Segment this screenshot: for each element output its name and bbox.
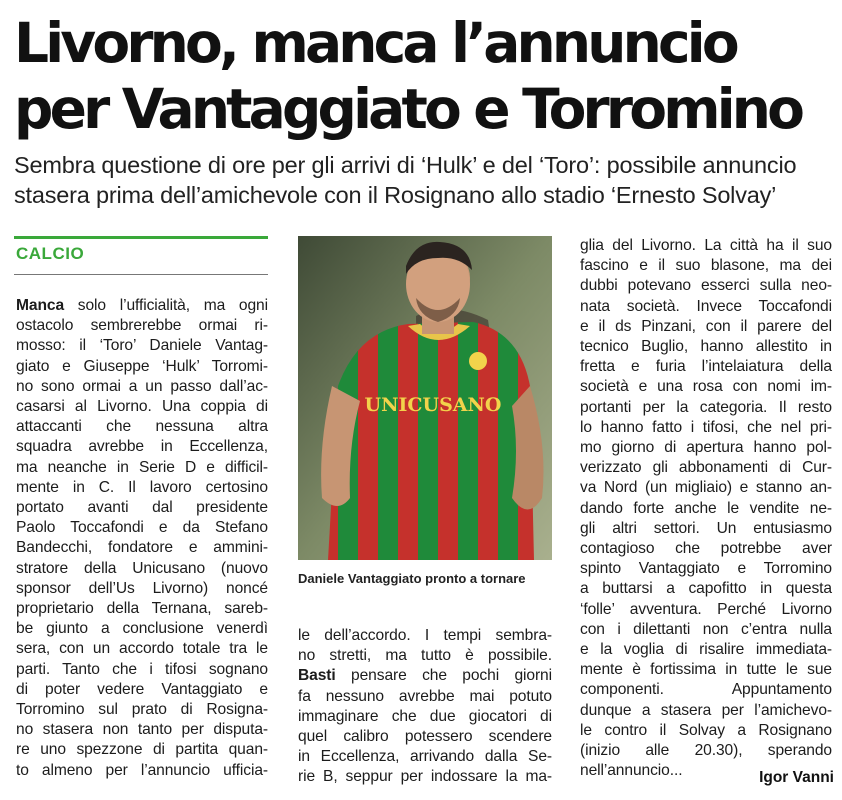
article-line: no sono ormai a un passo dall’ac- [16,377,268,395]
article-column-3 [580,236,832,781]
article-line: mente è fortissima in tutte le sue [580,661,832,679]
article-line: lo hanno fatto i tifosi, che nel pri- [580,418,832,436]
article-line: portanti per la categoria. Il resto [580,398,832,416]
subheadline-line-1: Sembra questione di ore per gli arrivi di ‘Hulk’ e del ‘Toro’: possibile annuncio [14,152,797,178]
article-line: ma neanche in Serie D e difficil- [16,458,268,476]
article-line: squadra avrebbe in Eccellenza, [16,438,268,456]
article-line: mosso: il ‘Toro’ Daniele Vantag- [16,337,268,355]
article-line: di poter vedere Vantaggiato e [16,680,268,698]
article-line: ostacolo sembrerebbe ormai ri- [16,317,268,335]
article-column-2 [298,626,552,788]
section-bottom-rule [14,274,268,275]
article-line: proprietario della Ternana, sareb- [16,600,268,618]
article-line: mo giorno di apertura hanno pol- [580,439,832,457]
article-line [298,666,552,686]
article-line: giato e Giuseppe ‘Hulk’ Torromi- [16,357,268,375]
article-line: attaccanti che nessuna altra [16,418,268,436]
article-line: le contro il Solvay a Rosignano [580,721,832,739]
article-line: Paolo Toccafondi e da Stefano [16,519,268,537]
article-line: va Nord (un migliaio) e stanno an- [580,479,832,497]
subheadline-line-2: stasera prima dell’amichevole con il Rosignano allo stadio ‘Ernesto Solvay’ [14,182,777,208]
paragraph-lead-word: Basti [298,667,336,685]
article-line: fascino e il suo blasone, ma dei [580,257,832,275]
article-line: contagioso che potrebbe aver [580,540,832,558]
article-line: dando forte anche le vendite ne- [580,499,832,517]
article-line: società e una rosa con nomi im- [580,378,832,396]
article-line: le dell’accordo. I tempi sembra- [298,627,552,644]
article-line: quel calibro potessero scendere [298,728,552,746]
article-line: immaginare che due giocatori di [298,707,552,725]
article-line: portato avanti dal presidente [16,499,268,517]
article-line: no stretti, ma tutto è possibile. [298,647,552,665]
article-line: fretta e furia l’intelaiatura della [580,358,832,376]
article-line: e la voglia di risalire immediata- [580,641,832,659]
headline [14,10,834,142]
article-line: gli altri settori. Un entusiasmo [580,519,832,537]
article-line: nata società. Invece Toccafondi [580,297,832,315]
article-line: nell’annuncio... [580,762,683,780]
article-line: to almeno per l’annuncio ufficia- [16,761,268,779]
section-top-rule [14,236,268,239]
article-line: ‘folle’ avventura. Perché Livorno [580,600,832,618]
article-line: sponsor dell’Us Livorno) noncé [16,579,268,597]
article-line: casarsi al Livorno. Una coppia di [16,398,268,416]
article-line: e il ds Pinzani, con il parere del [580,317,832,335]
player-photo-illustration [298,236,552,560]
article-line: tecnico Buglio, hanno allestito in [580,338,832,356]
article-line: fa nessuno avrebbe mai potuto [298,687,552,705]
article-line: verizzato gli abbonamenti di Cur- [580,459,832,477]
paragraph-lead-word: Manca [16,297,65,314]
article-column-1 [16,296,268,781]
article-line: spinto Vantaggiato e Torromino [580,560,832,578]
article-line: componenti. Appuntamento [580,681,832,699]
article-line-text: pensare che pochi giorni [335,667,552,685]
article-line: parti. Tanto che i tifosi sognano [16,660,268,678]
headline-line-1: Livorno, manca l’annuncio [14,11,736,75]
article-line: stratore della Unicusano (nuovo [16,559,268,577]
article-line: glia del Livorno. La città ha il suo [580,237,832,254]
article-line: Bandecchi, fondatore e ammini- [16,539,268,557]
article-line: mente in C. Il lavoro certosino [16,478,268,496]
article-line: rie B, seppur per indossare la ma- [298,768,552,786]
article-line: dubbi potevano esserci sulla neo- [580,277,832,295]
photo-caption: Daniele Vantaggiato pronto a tornare [298,571,526,586]
article-line: a buttarsi a capofitto in questa [580,580,832,598]
article-line: con i dilettanti non c’entra nulla [580,620,832,638]
article-line: re uno spezzone di partita quan- [16,741,268,759]
author-byline: Igor Vanni [759,769,834,786]
article-line: be giunto a conclusione venerdì [16,620,268,638]
section-label: CALCIO [16,244,85,263]
player-photo [298,236,552,560]
article-line: Torromino sul prato di Rosigna- [16,701,268,719]
article-line-text: solo l’ufficialità, ma ogni [64,297,268,314]
headline-line-2: per Vantaggiato e Torromino [14,77,802,141]
article-line: in Eccellenza, arrivando dalla Se- [298,748,552,766]
article-line: sera, con un accordo totale tra le [16,640,268,658]
article-line: no stasera non tanto per disputa- [16,721,268,739]
subheadline [14,150,834,210]
shirt-sponsor-text: UNICUSANO [364,394,502,416]
article-line [16,296,268,316]
article-line: dunque a stasera per l’amichevo- [580,701,832,719]
article-line: (inizio alle 20.30), sperando [580,742,832,760]
